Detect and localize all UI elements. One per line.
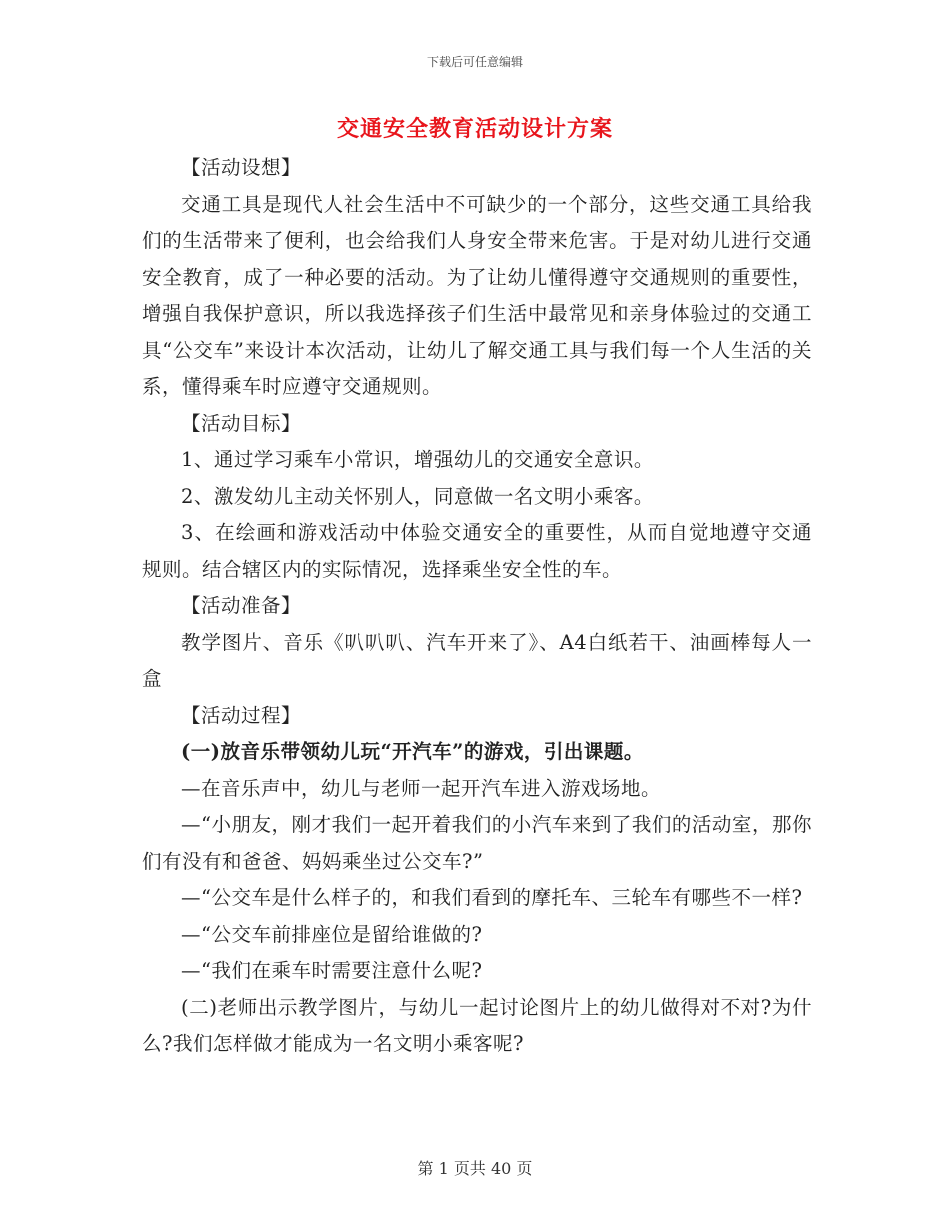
section-heading-goals: 【活动目标】 bbox=[181, 411, 302, 435]
section-heading-process: 【活动过程】 bbox=[181, 703, 302, 727]
section-heading-preparation: 【活动准备】 bbox=[181, 594, 302, 617]
document-title: 交通安全教育活动设计方案 bbox=[336, 116, 613, 142]
process-line-3: —“公交车是什么样子的，和我们看到的摩托车、三轮车有哪些不一样? bbox=[181, 886, 803, 909]
document-body bbox=[142, 150, 812, 1063]
paragraph-preparation: 教学图片、音乐《叭叭叭、汽车开来了》、A4白纸若干、油画棒每人一盒 bbox=[142, 630, 812, 690]
goal-item-1: 1、通过学习乘车小常识，增强幼儿的交通安全意识。 bbox=[181, 448, 654, 471]
goal-item-3: 3、在绘画和游戏活动中体验交通安全的重要性，从而自觉地遵守交通规则。结合辖区内的实际情况，选择乘坐安全性的车。 bbox=[142, 521, 812, 581]
process-step-1-heading: (一)放音乐带领幼儿玩“开汽车”的游戏，引出课题。 bbox=[181, 740, 644, 763]
page-header: 下载后可任意编辑 bbox=[426, 55, 523, 69]
section-heading-concept: 【活动设想】 bbox=[181, 156, 302, 179]
goal-item-2: 2、激发幼儿主动关怀别人，同意做一名文明小乘客。 bbox=[181, 484, 654, 508]
paragraph-concept: 交通工具是现代人社会生活中不可缺少的一个部分，这些交通工具给我们的生活带来了便利，也会给我们人身安全带来危害。于是对幼儿进行交通安全教育，成了一种必要的活动。为了让幼儿懂得遵守交通规则的重要性，增强自我保护意识，所以我选择孩子们生活中最常见和亲身体验过的交通工具“公交车”来设计本次活动，让幼儿了解交通工具与我们每一个人生活的关系，懂得乘车时应遵守交通规则。 bbox=[142, 192, 812, 398]
process-line-5: —“我们在乘车时需要注意什么呢? bbox=[181, 959, 483, 982]
process-line-1: —在音乐声中，幼儿与老师一起开汽车进入游戏场地。 bbox=[181, 776, 662, 800]
page-footer: 第 1 页共 40 页 bbox=[417, 1159, 533, 1178]
process-line-4: —“公交车前排座位是留给谁做的? bbox=[181, 922, 483, 946]
process-line-2: —“小朋友，刚才我们一起开着我们的小汽车来到了我们的活动室，那你们有没有和爸爸、妈妈乘坐过公交车?” bbox=[142, 813, 812, 873]
process-step-2: (二)老师出示教学图片，与幼儿一起讨论图片上的幼儿做得对不对?为什么?我们怎样做才能成为一名文明小乘客呢? bbox=[142, 995, 812, 1055]
